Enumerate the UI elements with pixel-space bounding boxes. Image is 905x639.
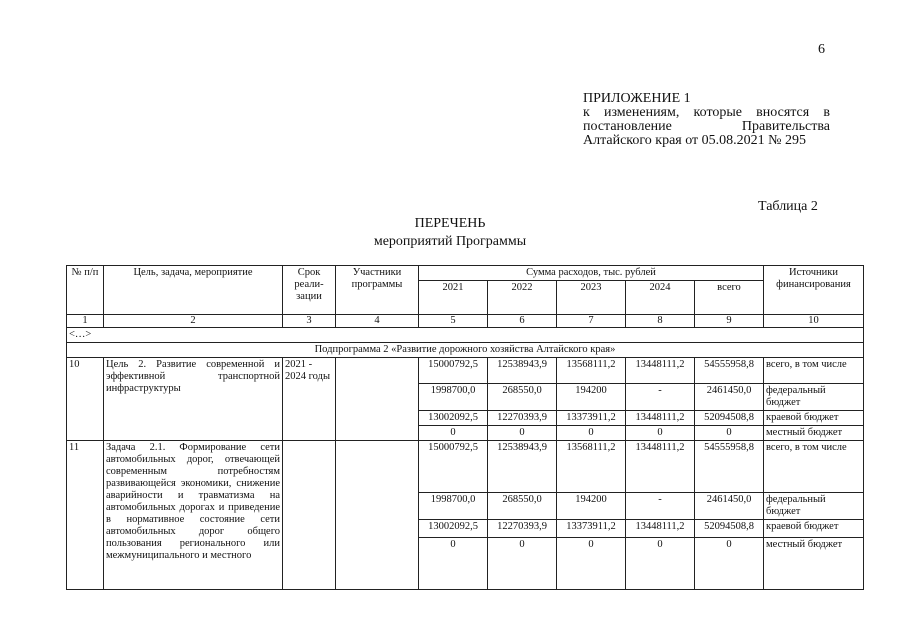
appendix-title: ПРИЛОЖЕНИЕ 1 xyxy=(583,91,691,106)
value-cell: 13002092,5 xyxy=(419,411,488,426)
table-row xyxy=(67,358,864,384)
header-year: 2022 xyxy=(488,281,557,315)
document-subtitle: мероприятий Программы xyxy=(373,234,527,249)
source-cell: краевой бюджет xyxy=(764,520,864,538)
header-year: 2021 xyxy=(419,281,488,315)
value-cell: 194200 xyxy=(557,493,626,520)
value-cell: 54555958,8 xyxy=(695,358,764,384)
row-term xyxy=(283,441,336,590)
row-term: 2021 - 2024 годы xyxy=(283,358,336,441)
column-number: 8 xyxy=(626,315,695,328)
value-cell: 12538943,9 xyxy=(488,358,557,384)
value-cell: 52094508,8 xyxy=(695,411,764,426)
value-cell: 15000792,5 xyxy=(419,441,488,493)
column-number: 1 xyxy=(67,315,104,328)
value-cell: 13448111,2 xyxy=(626,411,695,426)
value-cell: 15000792,5 xyxy=(419,358,488,384)
document-title: ПЕРЕЧЕНЬ xyxy=(414,216,486,231)
row-number: 10 xyxy=(67,358,104,441)
value-cell: 13002092,5 xyxy=(419,520,488,538)
value-cell: 1998700,0 xyxy=(419,384,488,411)
row-participants xyxy=(336,441,419,590)
header-sources: Источники финансирования xyxy=(764,266,864,315)
header-sum: Сумма расходов, тыс. рублей xyxy=(419,266,764,281)
value-cell: 12270393,9 xyxy=(488,411,557,426)
value-cell: - xyxy=(626,493,695,520)
header-year: 2024 xyxy=(626,281,695,315)
appendix-text: к изменениям, которые вносятся в постановление Правительства Алтайского края от 05.08.2021 № 295 xyxy=(583,105,830,148)
row-participants xyxy=(336,358,419,441)
table-label: Таблица 2 xyxy=(758,199,818,214)
measures-table xyxy=(66,265,864,590)
source-cell: всего, в том числе xyxy=(764,441,864,493)
row-number: 11 xyxy=(67,441,104,590)
value-cell: 13568111,2 xyxy=(557,358,626,384)
value-cell: 0 xyxy=(419,426,488,441)
value-cell: 0 xyxy=(419,538,488,590)
value-cell: 13568111,2 xyxy=(557,441,626,493)
column-number: 3 xyxy=(283,315,336,328)
subprogram-title: Подпрограмма 2 «Развитие дорожного хозяйства Алтайского края» xyxy=(67,343,864,358)
value-cell: 1998700,0 xyxy=(419,493,488,520)
appendix-block xyxy=(583,92,830,148)
value-cell: 52094508,8 xyxy=(695,520,764,538)
header-total: всего xyxy=(695,281,764,315)
table-row xyxy=(67,441,864,493)
source-cell: местный бюджет xyxy=(764,538,864,590)
column-number: 7 xyxy=(557,315,626,328)
ellipsis-row: <…> xyxy=(67,328,864,343)
value-cell: 0 xyxy=(557,538,626,590)
value-cell: 268550,0 xyxy=(488,384,557,411)
value-cell: 13373911,2 xyxy=(557,520,626,538)
source-cell: краевой бюджет xyxy=(764,411,864,426)
value-cell: 0 xyxy=(695,538,764,590)
column-number: 5 xyxy=(419,315,488,328)
row-name: Цель 2. Развитие современной и эффективной транспортной инфраструктуры xyxy=(104,358,283,441)
column-number: 6 xyxy=(488,315,557,328)
value-cell: 0 xyxy=(626,426,695,441)
value-cell: - xyxy=(626,384,695,411)
source-cell: местный бюджет xyxy=(764,426,864,441)
value-cell: 0 xyxy=(626,538,695,590)
column-number: 9 xyxy=(695,315,764,328)
value-cell: 2461450,0 xyxy=(695,493,764,520)
value-cell: 194200 xyxy=(557,384,626,411)
column-number: 2 xyxy=(104,315,283,328)
value-cell: 0 xyxy=(488,426,557,441)
value-cell: 0 xyxy=(695,426,764,441)
column-number: 10 xyxy=(764,315,864,328)
value-cell: 12538943,9 xyxy=(488,441,557,493)
header-term: Срок реали-зации xyxy=(283,266,336,315)
value-cell: 13448111,2 xyxy=(626,358,695,384)
column-number: 4 xyxy=(336,315,419,328)
header-goal: Цель, задача, мероприятие xyxy=(104,266,283,315)
value-cell: 268550,0 xyxy=(488,493,557,520)
column-numbers-row xyxy=(67,315,864,328)
source-cell: всего, в том числе xyxy=(764,358,864,384)
source-cell: федеральный бюджет xyxy=(764,384,864,411)
header-participants: Участники программы xyxy=(336,266,419,315)
value-cell: 13373911,2 xyxy=(557,411,626,426)
row-name: Задача 2.1. Формирование сети автомобильных дорог, отвечающей современным потребностям развивающейся экономики, снижение аварийности и травматизма на автомобильных дорогах и приведение в нормативное состояние сети автомобильных дорог общего пользования регионального или межмуниципального и местного xyxy=(104,441,283,590)
value-cell: 0 xyxy=(488,538,557,590)
value-cell: 0 xyxy=(557,426,626,441)
value-cell: 2461450,0 xyxy=(695,384,764,411)
header-no: № п/п xyxy=(67,266,104,315)
value-cell: 54555958,8 xyxy=(695,441,764,493)
source-cell: федеральный бюджет xyxy=(764,493,864,520)
value-cell: 13448111,2 xyxy=(626,520,695,538)
page-number: 6 xyxy=(818,42,825,57)
value-cell: 13448111,2 xyxy=(626,441,695,493)
header-year: 2023 xyxy=(557,281,626,315)
value-cell: 12270393,9 xyxy=(488,520,557,538)
